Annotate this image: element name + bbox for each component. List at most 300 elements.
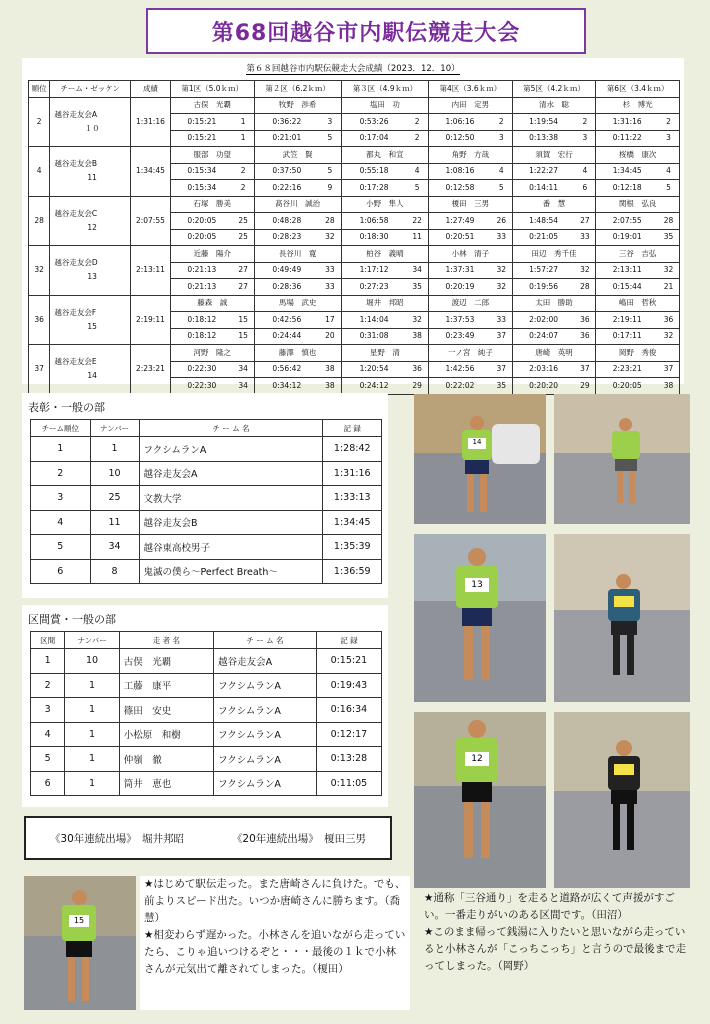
split-time: 0:22:30 [170,361,232,378]
runner-name: 柏谷 義晴 [341,246,428,263]
team-cell [50,97,131,147]
team-rank: 36 [29,295,50,345]
split-place: 27 [575,213,596,230]
section-awards-title: 区間賞・一般の部 [28,613,116,626]
lap-time: 0:31:08 [341,328,406,345]
results-table [28,80,680,395]
runner-name: 田辺 秀千佳 [512,246,596,263]
team-bib: 15 [87,321,97,331]
results-caption: 第６８回越谷市内駅伝競走大会成績（2023．12．10） [246,64,460,74]
split-place: 15 [233,312,254,329]
split-time: 2:19:11 [596,312,658,329]
comments-right [424,890,688,1012]
lap-place: 29 [406,378,428,395]
team-cell [50,246,131,296]
lap-time: 0:21:13 [170,279,232,296]
section_awards-cell: 0:11:05 [316,771,381,796]
split-place: 27 [233,262,254,279]
results-row [29,196,680,213]
split-place: 2 [491,114,512,131]
comments-left [140,876,410,1010]
section_awards-cell: 小松原 和樹 [119,722,213,747]
team-cell [50,196,131,246]
results-header-cell: 順位 [29,81,50,98]
runner-name: 三谷 吉弘 [596,246,680,263]
runner-name: 小野 隼人 [341,196,428,213]
split-time: 0:37:50 [254,163,319,180]
lap-time: 0:18:12 [170,328,232,345]
split-time: 1:19:54 [512,114,574,131]
lap-place: 38 [658,378,679,395]
split-time: 1:57:27 [512,262,574,279]
lap-time: 0:24:07 [512,328,574,345]
table-row [31,559,382,584]
awards_general-cell: 1:35:39 [323,535,382,560]
team-time: 1:34:45 [130,147,170,197]
bib-7: 15 [69,915,89,927]
lap-time: 0:12:50 [429,130,491,147]
section_awards-cell: 仲嶺 徹 [119,747,213,772]
results-row [29,345,680,362]
runner-name: 服部 功望 [170,147,254,164]
section_awards-cell: 2 [31,673,65,698]
split-place: 25 [233,213,254,230]
lap-place: 1 [233,130,254,147]
section_awards-cell: 古俣 光覇 [119,649,213,674]
split-time: 0:55:18 [341,163,406,180]
table-row [31,747,382,772]
split-place: 28 [658,213,679,230]
awards_general-cell: 1 [90,437,139,462]
section_awards-cell: 5 [31,747,65,772]
split-place: 36 [406,361,428,378]
results-header-cell: 第1区（5.0ｋｍ） [170,81,254,98]
section_awards-header-cell: ナンバー [65,632,119,649]
team-bib: 12 [87,222,97,232]
split-time: 1:20:54 [341,361,406,378]
lap-place: 25 [233,229,254,246]
section_awards-header-cell: チ ー ム 名 [214,632,317,649]
team-rank: 2 [29,97,50,147]
runner-name: 唐崎 英明 [512,345,596,362]
awards_general-cell: 1 [31,437,91,462]
lap-time: 0:20:51 [429,229,491,246]
team-bib: 13 [87,272,97,282]
split-place: 22 [406,213,428,230]
section_awards-cell: 10 [65,649,119,674]
runner-name: 須賀 宏行 [512,147,596,164]
section_awards-cell: フクシムランA [214,747,317,772]
runner-name: 角野 方哉 [429,147,513,164]
lap-place: 33 [575,229,596,246]
table-row [31,771,382,796]
section_awards-cell: フクシムランA [214,722,317,747]
split-time: 2:07:55 [596,213,658,230]
awards_general-cell: 8 [90,559,139,584]
split-place: 32 [575,262,596,279]
table-row [31,535,382,560]
lap-time: 0:15:34 [170,180,232,197]
awards_general-cell: 越谷走友会B [139,510,323,535]
split-place: 37 [491,361,512,378]
lap-time: 0:17:04 [341,130,406,147]
lap-time: 0:15:44 [596,279,658,296]
team-time: 2:23:21 [130,345,170,395]
split-place: 2 [233,163,254,180]
results-header-cell: チーム・ゼッケン [50,81,131,98]
lap-place: 3 [658,130,679,147]
split-time: 1:08:16 [429,163,491,180]
team-name: 越谷走友会E [54,357,97,367]
bib-5: 12 [465,752,489,766]
lap-place: 3 [491,130,512,147]
lap-time: 0:22:02 [429,378,491,395]
section_awards-cell: 3 [31,698,65,723]
lap-time: 0:20:20 [512,378,574,395]
awards_general-cell: 6 [31,559,91,584]
awards_general-cell: 1:34:45 [323,510,382,535]
lap-time: 0:34:12 [254,378,319,395]
lap-time: 0:11:22 [596,130,658,147]
split-time: 0:48:28 [254,213,319,230]
lap-time: 0:23:49 [429,328,491,345]
section_awards-cell: フクシムランA [214,698,317,723]
runner-name: 榎田 三男 [429,196,513,213]
runner-name: 杉 博光 [596,97,680,114]
lap-place: 32 [658,328,679,345]
awards_general-cell: 1:28:42 [323,437,382,462]
comment-3: ★通称「三谷通り」を走ると道路が広くて声援がすごい。一番走りがいのある区間です。（田沼） [424,892,675,921]
section_awards-cell: 1 [65,722,119,747]
split-place: 3 [319,114,341,131]
lap-place: 5 [491,180,512,197]
runner-name: 都丸 和宣 [341,147,428,164]
lap-place: 27 [233,279,254,296]
split-place: 5 [319,163,341,180]
section_awards-cell: 0:15:21 [316,649,381,674]
lap-place: 5 [406,180,428,197]
split-time: 1:06:16 [429,114,491,131]
table-row [31,722,382,747]
lap-time: 0:24:12 [341,378,406,395]
split-time: 0:15:21 [170,114,232,131]
lap-place: 5 [319,130,341,147]
lap-time: 0:24:44 [254,328,319,345]
table-row [31,510,382,535]
runner-name: 牧野 渉希 [254,97,341,114]
section_awards-cell: 0:19:43 [316,673,381,698]
split-time: 1:17:12 [341,262,406,279]
awards_general-header-cell: 記 録 [323,420,382,437]
lap-place: 37 [491,328,512,345]
runner-name: 河野 隆之 [170,345,254,362]
split-time: 0:53:26 [341,114,406,131]
lap-time: 0:17:28 [341,180,406,197]
runner-photo [414,534,546,702]
split-time: 2:03:16 [512,361,574,378]
runner-name: 武笠 賢 [254,147,341,164]
section_awards-cell: 筒井 恵也 [119,771,213,796]
results-header-cell: 第4区（3.6ｋｍ） [429,81,513,98]
lap-time: 0:27:23 [341,279,406,296]
team-time: 2:13:11 [130,246,170,296]
runner-name: 馬場 武史 [254,295,341,312]
split-time: 0:18:12 [170,312,232,329]
runner-photo [554,534,690,702]
section_awards-header-cell: 記 録 [316,632,381,649]
team-bib: １０ [84,123,100,133]
awards-title: 表彰・一般の部 [28,401,105,414]
split-time: 1:37:31 [429,262,491,279]
runner-name: 桜橋 康次 [596,147,680,164]
runner-name: 塩田 功 [341,97,428,114]
section_awards-cell: 篠田 安史 [119,698,213,723]
team-rank: 32 [29,246,50,296]
lap-place: 33 [319,279,341,296]
awards_general-cell: 1:31:16 [323,461,382,486]
section_awards-cell: 1 [65,698,119,723]
team-name: 越谷走友会A [54,109,97,119]
awards_general-cell: 鬼滅の僕ら〜Perfect Breath〜 [139,559,323,584]
runner-name: 内田 定男 [429,97,513,114]
awards_general-cell: 34 [90,535,139,560]
section_awards-cell: 1 [65,771,119,796]
section_awards-cell: 越谷走友会A [214,649,317,674]
section_awards-cell: 1 [65,747,119,772]
split-place: 33 [491,312,512,329]
runner-name: 関根 弘良 [596,196,680,213]
awards_general-cell: 文教大学 [139,486,323,511]
results-header-cell: 第３区（4.9ｋｍ） [341,81,428,98]
table-row [31,461,382,486]
lap-time: 0:15:21 [170,130,232,147]
lap-time: 0:22:30 [170,378,232,395]
lap-time: 0:21:05 [512,229,574,246]
awards_general-cell: フクシムランA [139,437,323,462]
runner-name: 一ノ宮 純子 [429,345,513,362]
split-place: 37 [575,361,596,378]
section-awards-panel [22,605,388,807]
split-place: 36 [575,312,596,329]
split-time: 2:13:11 [596,262,658,279]
lap-place: 15 [233,328,254,345]
team-name: 越谷走友会C [54,208,98,218]
team-name: 越谷走友会B [54,159,97,169]
split-time: 1:37:53 [429,312,491,329]
lap-place: 11 [406,229,428,246]
awards_general-cell: 5 [31,535,91,560]
team-name: 越谷走友会D [54,258,98,268]
awards_general-cell: 1:33:13 [323,486,382,511]
awards_general-cell: 4 [31,510,91,535]
runner-name: 番 慧 [512,196,596,213]
lap-place: 5 [658,180,679,197]
lap-time: 0:28:23 [254,229,319,246]
split-place: 2 [658,114,679,131]
lap-place: 33 [491,229,512,246]
split-place: 4 [658,163,679,180]
split-time: 0:49:49 [254,262,319,279]
awards-header-row [31,420,382,437]
team-bib: 14 [87,371,97,381]
lap-time: 0:21:01 [254,130,319,147]
results-header-cell: 第6区（3.4ｋｍ） [596,81,680,98]
results-header-cell: 第5区（4.2ｋｍ） [512,81,596,98]
lap-place: 32 [319,229,341,246]
split-time: 1:34:45 [596,163,658,180]
results-header-cell: 成績 [130,81,170,98]
lap-time: 0:20:05 [596,378,658,395]
split-time: 1:06:58 [341,213,406,230]
lap-place: 35 [491,378,512,395]
runner-name: 古俣 光覇 [170,97,254,114]
section_awards-cell: フクシムランA [214,771,317,796]
runner-photo [414,712,546,888]
awards_general-cell: 越谷東高校男子 [139,535,323,560]
section_awards-cell: 0:12:17 [316,722,381,747]
streak-30: 《30年連続出場》 堀井邦昭 [49,832,185,845]
comment-2: ★相変わらず遅かった。小林さんを追いながら走っていたら、こりゃ追いつけるぞと・・・最後の１ｋで小林さんが元気出て離されてしまった。（榎田） [144,929,406,975]
split-time: 2:02:00 [512,312,574,329]
results-row [29,295,680,312]
lap-place: 28 [575,279,596,296]
lap-time: 0:19:01 [596,229,658,246]
runner-photo [24,876,136,1010]
lap-place: 34 [233,378,254,395]
awards_general-cell: 3 [31,486,91,511]
streak-20: 《20年連続出場》 榎田三男 [231,832,367,845]
lap-place: 32 [491,279,512,296]
split-time: 1:48:54 [512,213,574,230]
awards-panel [22,393,388,598]
lap-time: 0:20:19 [429,279,491,296]
split-place: 2 [406,114,428,131]
team-rank: 37 [29,345,50,395]
runner-name: 藤森 誠 [170,295,254,312]
lap-place: 21 [658,279,679,296]
lap-place: 38 [406,328,428,345]
runner-name: 堀井 邦昭 [341,295,428,312]
split-place: 17 [319,312,341,329]
lap-time: 0:13:38 [512,130,574,147]
comment-4: ★このまま帰って銭湯に入りたいと思いながら走っていると小林さんが「こっちこっち」と言うので最後まで走ってしまった。（岡野） [424,926,687,972]
awards_general-cell: 11 [90,510,139,535]
split-place: 34 [406,262,428,279]
section_awards-header-cell: 走 者 名 [119,632,213,649]
awards-table [30,419,382,584]
awards_general-header-cell: ナンバー [90,420,139,437]
split-time: 0:56:42 [254,361,319,378]
lap-place: 35 [658,229,679,246]
runner-name: 石塚 勝美 [170,196,254,213]
awards_general-cell: 25 [90,486,139,511]
lap-time: 0:14:11 [512,180,574,197]
table-row [31,673,382,698]
split-time: 0:42:56 [254,312,319,329]
section_awards-cell: 4 [31,722,65,747]
split-place: 26 [491,213,512,230]
split-place: 36 [658,312,679,329]
team-time: 2:07:55 [130,196,170,246]
title-box [146,8,586,54]
awards_general-cell: 1:36:59 [323,559,382,584]
split-place: 38 [319,361,341,378]
awards_general-cell: 2 [31,461,91,486]
split-time: 1:22:27 [512,163,574,180]
bib-3: 13 [465,578,489,592]
results-row [29,246,680,263]
lap-place: 20 [319,328,341,345]
team-rank: 4 [29,147,50,197]
lap-place: 2 [406,130,428,147]
split-place: 1 [233,114,254,131]
awards_general-cell: 越谷走友会A [139,461,323,486]
awards_general-header-cell: チ ー ム 名 [139,420,323,437]
lap-time: 0:18:30 [341,229,406,246]
runner-name: 髙谷川 誠治 [254,196,341,213]
team-rank: 28 [29,196,50,246]
split-place: 4 [406,163,428,180]
table-row [31,649,382,674]
results-row [29,147,680,164]
section-awards-table [30,631,382,796]
awards_general-cell: 10 [90,461,139,486]
split-place: 32 [658,262,679,279]
runner-name: 岡野 秀俊 [596,345,680,362]
table-row [31,437,382,462]
runner-name: 渡辺 二郎 [429,295,513,312]
lap-place: 6 [575,180,596,197]
section_awards-cell: 6 [31,771,65,796]
split-time: 0:21:13 [170,262,232,279]
split-place: 32 [491,262,512,279]
team-time: 1:31:16 [130,97,170,147]
lap-time: 0:17:11 [596,328,658,345]
split-place: 4 [491,163,512,180]
results-header-row [29,81,680,98]
split-place: 2 [575,114,596,131]
runner-name: 清水 聡 [512,97,596,114]
team-bib: 11 [87,173,97,183]
team-time: 2:19:11 [130,295,170,345]
split-place: 4 [575,163,596,180]
streak-box [24,816,392,860]
lap-place: 3 [575,130,596,147]
lap-time: 0:19:56 [512,279,574,296]
table-row [31,698,382,723]
results-row [29,97,680,114]
runner-name: 小林 清子 [429,246,513,263]
split-place: 34 [233,361,254,378]
lap-place: 2 [233,180,254,197]
split-time: 0:15:34 [170,163,232,180]
team-cell [50,345,131,395]
split-time: 1:42:56 [429,361,491,378]
lap-time: 0:20:05 [170,229,232,246]
runner-name: 近藤 陽介 [170,246,254,263]
lap-time: 0:28:36 [254,279,319,296]
lap-place: 38 [319,378,341,395]
lap-time: 0:12:18 [596,180,658,197]
split-time: 0:36:22 [254,114,319,131]
section_awards-header-cell: 区間 [31,632,65,649]
split-time: 1:27:49 [429,213,491,230]
section_awards-cell: 0:16:34 [316,698,381,723]
runner-photo [414,394,546,524]
section_awards-cell: 工藤 康平 [119,673,213,698]
runner-photo [554,712,690,888]
split-place: 32 [406,312,428,329]
